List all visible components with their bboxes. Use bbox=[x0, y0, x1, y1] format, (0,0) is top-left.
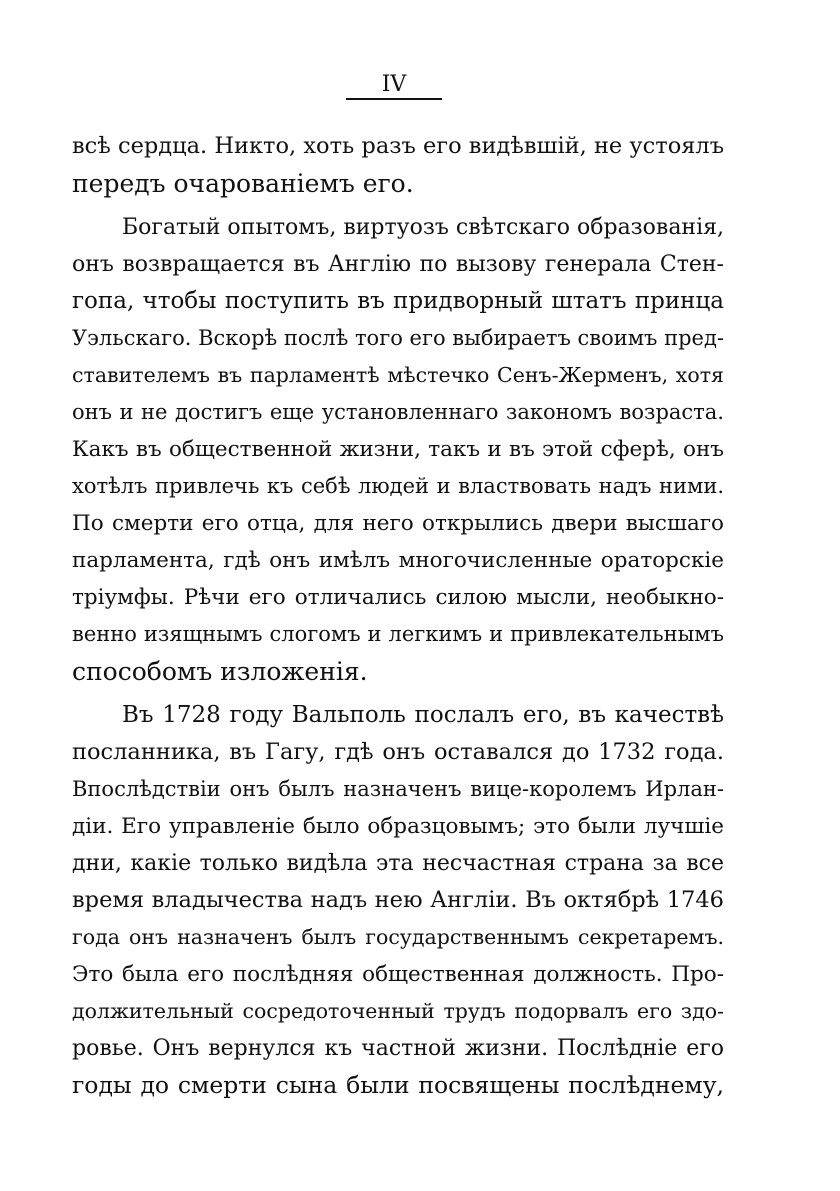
page-number-rule bbox=[346, 98, 442, 100]
text-line: ставителемъ въ парламентѣ мѣстечко Сенъ-Жерменъ, хотя bbox=[72, 363, 724, 387]
text-line: должительный сосредоточенный трудъ подорвалъ его здо- bbox=[72, 999, 724, 1023]
text-line: время владычества надъ нею Англіи. Въ октябрѣ 1746 bbox=[72, 887, 724, 913]
text-line: посланника, въ Гагу, гдѣ онъ оставался до 1732 года. bbox=[72, 739, 724, 765]
paragraph-first-line: Богатый опытомъ, виртуозъ свѣтскаго образованія, bbox=[122, 215, 724, 240]
body-text bbox=[72, 128, 724, 1104]
text-line: Какъ въ общественной жизни, такъ и въ этой сферѣ, онъ bbox=[72, 437, 724, 462]
text-line: парламента, гдѣ онъ имѣлъ многочисленные ораторскіе bbox=[72, 548, 724, 573]
text-line: діи. Его управленіе было образцовымъ; это были лучшіе bbox=[72, 814, 724, 839]
text-line: способомъ изложенія. bbox=[72, 657, 368, 686]
text-line: всѣ сердца. Никто, хоть разъ его видѣвшій, не устоялъ bbox=[72, 133, 724, 159]
text-line: хотѣлъ привлечь къ себѣ людей и властвовать надъ ними. bbox=[72, 474, 724, 498]
text-line: дни, какіе только видѣла эта несчастная страна за все bbox=[72, 851, 724, 876]
paragraph-gap bbox=[72, 202, 724, 209]
paragraph-gap bbox=[72, 690, 724, 697]
text-line: ровье. Онъ вернулся къ частной жизни. Послѣдніе его bbox=[72, 1036, 724, 1061]
text-line: По смерти его отца, для него открылись двери высшаго bbox=[72, 511, 724, 536]
page-number: IV bbox=[381, 72, 407, 97]
text-line: онъ и не достигъ еще установленнаго закономъ возраста. bbox=[72, 400, 724, 424]
text-line: Впослѣдствіи онъ былъ назначенъ вице-королемъ Ирлан- bbox=[72, 777, 724, 801]
text-line: тріумфы. Рѣчи его отличались силою мысли, необыкно- bbox=[72, 585, 724, 610]
text-line: онъ возвращается въ Англію по вызову генерала Стен- bbox=[72, 252, 724, 277]
text-line: Это была его послѣдняя общественная должность. Про- bbox=[72, 962, 724, 987]
text-line: венно изящнымъ слогомъ и легкимъ и привлекательнымъ bbox=[72, 622, 724, 646]
text-line: года онъ назначенъ былъ государственнымъ секретаремъ. bbox=[72, 925, 724, 949]
text-line: гопа, чтобы поступить въ придворный штатъ принца bbox=[72, 288, 724, 314]
text-line: годы до смерти сына были посвящены послѣднему, bbox=[72, 1071, 724, 1099]
text-line: передъ очарованіемъ его. bbox=[72, 169, 414, 198]
paragraph-first-line: Въ 1728 году Вальполь послалъ его, въ качествѣ bbox=[122, 702, 724, 728]
text-line: Уэльскаго. Вскорѣ послѣ того его выбираетъ своимъ пред- bbox=[72, 326, 724, 350]
